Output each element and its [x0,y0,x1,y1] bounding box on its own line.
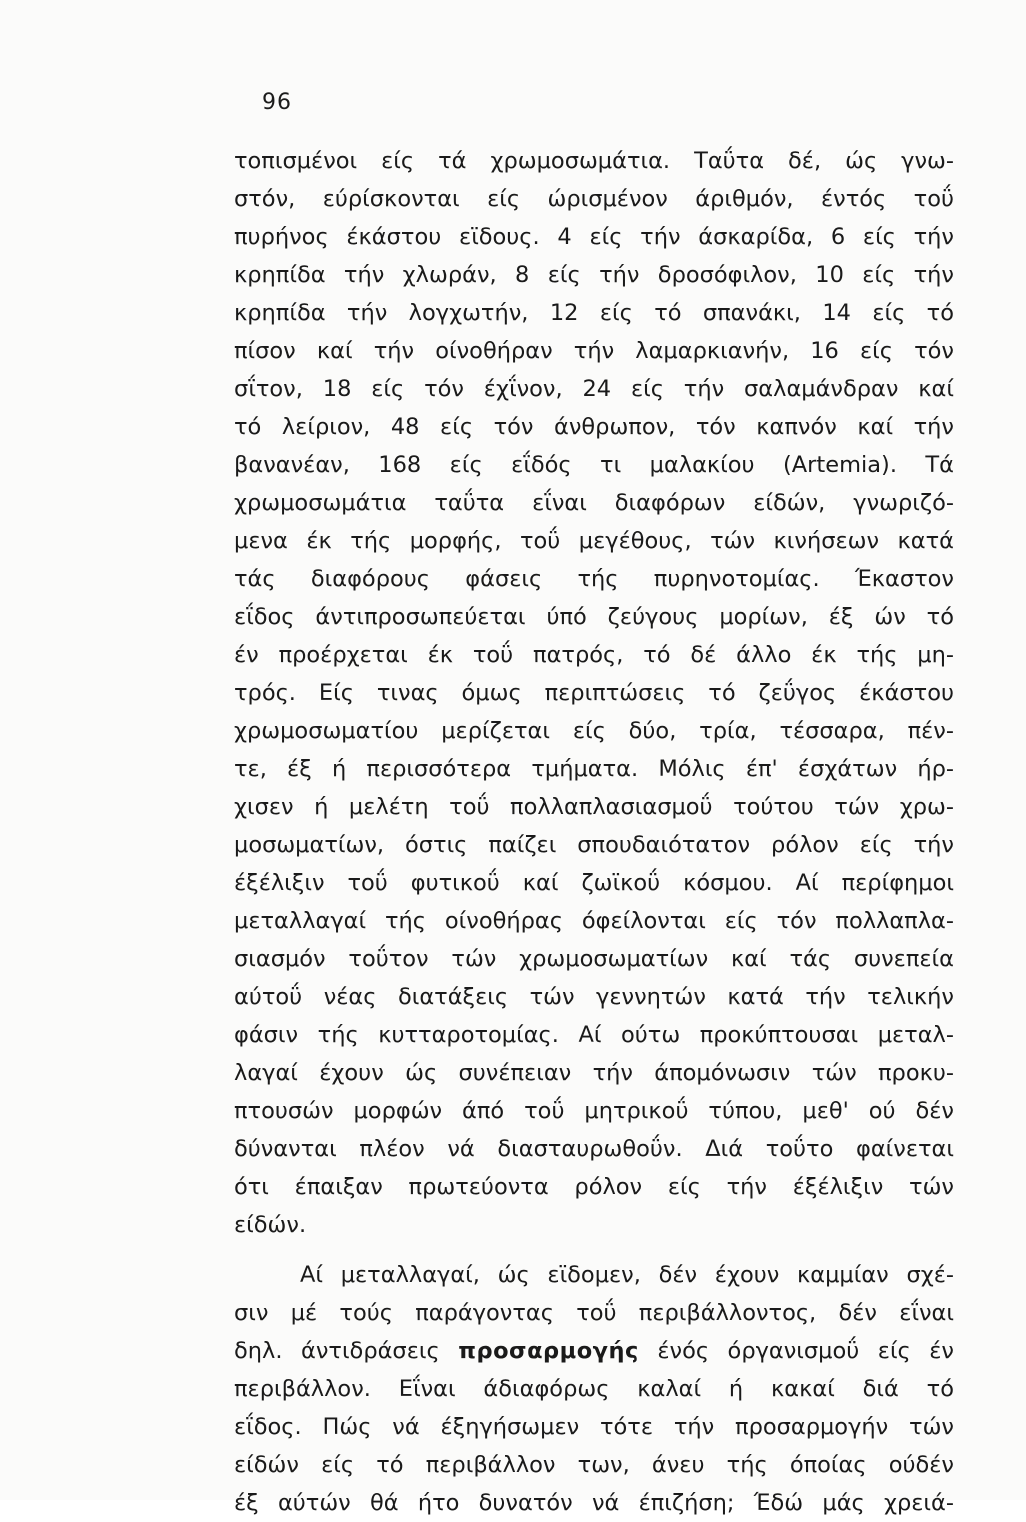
text-line: ότι έπαιξαν πρωτεύοντα ρόλον είς τήν έξέλιξιν τών [234,1174,954,1200]
text-line: πυρήνος έκάστου εϊδους. 4 είς τήν άσκαρίδα, 6 είς τήν [234,224,954,250]
text-line: εΐδος άντιπροσωπεύεται ύπό ζεύγους μορίων, έξ ών τό [234,604,954,630]
text-span: ένός όργανισμοΰ είς έν [638,1338,954,1364]
text-line: κρηπίδα τήν χλωράν, 8 είς τήν δροσόφιλον, 10 είς τήν [234,262,954,288]
text-line: εΐδος. Πώς νά έξηγήσωμεν τότε τήν προσαρμογήν τών [234,1414,954,1440]
text-line: φάσιν τής κυτταροτομίας. Αί ούτω προκύπτουσαι μεταλ- [234,1022,954,1048]
text-line: σΐτον, 18 είς τόν έχΐνον, 24 είς τήν σαλαμάνδραν καί [234,376,954,402]
text-line: τό λείριον, 48 είς τόν άνθρωπον, τόν καπνόν καί τήν [234,414,954,440]
text-line: περιβάλλον. Εΐναι άδιαφόρως καλαί ή κακαί διά τό [234,1376,954,1402]
text-line: Αί μεταλλαγαί, ώς εϊδομεν, δέν έχουν καμμίαν σχέ- [300,1262,954,1288]
text-line: χρωμοσωμάτια ταΰτα εΐναι διαφόρων είδών, γνωριζό- [234,490,954,516]
text-line: σιν μέ τούς παράγοντας τοΰ περιβάλλοντος, δέν εΐναι [234,1300,954,1326]
text-line: έξέλιξιν τοΰ φυτικοΰ καί ζωϊκοΰ κόσμου. Αί περίφημοι [234,870,954,896]
text-line: μεταλλαγαί τής οίνοθήρας όφείλονται είς τόν πολλαπλα- [234,908,954,934]
text-line: λαγαί έχουν ώς συνέπειαν τήν άπομόνωσιν τών προκυ- [234,1060,954,1086]
emphasized-term: προσαρμογής [458,1338,639,1364]
text-line [234,1332,954,1370]
text-line: είδών. [234,1212,307,1238]
text-line: πίσον καί τήν οίνοθήραν τήν λαμαρκιανήν, 16 είς τόν [234,338,954,364]
text-line: μοσωματίων, όστις παίζει σπουδαιότατον ρόλον είς τήν [234,832,954,858]
page-number: 96 [262,90,292,115]
paragraph-1 [234,142,954,1244]
text-span: δηλ. άντιδράσεις [234,1338,459,1364]
text-line: μενα έκ τής μορφής, τοΰ μεγέθους, τών κινήσεων κατά [234,528,954,554]
text-line: κρηπίδα τήν λογχωτήν, 12 είς τό σπανάκι, 14 είς τό [234,300,954,326]
text-line: χρωμοσωματίου μερίζεται είς δύο, τρία, τέσσαρα, πέν- [234,718,954,744]
text-line: τρός. Είς τινας όμως περιπτώσεις τό ζεΰγος έκάστου [234,680,954,706]
text-line: σιασμόν τοΰτον τών χρωμοσωματίων καί τάς συνεπεία [234,946,954,972]
text-line: αύτοΰ νέας διατάξεις τών γεννητών κατά τήν τελικήν [234,984,954,1010]
paragraph-2 [234,1256,954,1522]
text-line: βανανέαν, 168 είς εΐδός τι μαλακίου (Artemia). Τά [234,452,954,478]
text-line: στόν, εύρίσκονται είς ώρισμένον άριθμόν, έντός τοΰ [234,186,954,212]
text-line: τάς διαφόρους φάσεις τής πυρηνοτομίας. Έκαστον [234,566,954,592]
text-line: τε, έξ ή περισσότερα τμήματα. Μόλις έπ' έσχάτων ήρ- [234,756,954,782]
body-text [234,142,954,1522]
text-line: είδών είς τό περιβάλλον των, άνευ τής όποίας ούδέν [234,1452,954,1478]
text-line: δύνανται πλέον νά διασταυρωθοΰν. Διά τοΰτο φαίνεται [234,1136,954,1162]
text-line: πτουσών μορφών άπό τοΰ μητρικοΰ τύπου, μεθ' ού δέν [234,1098,954,1124]
text-line: έξ αύτών θά ήτο δυνατόν νά έπιζήση; Έδώ μάς χρειά- [234,1490,954,1516]
text-line: χισεν ή μελέτη τοΰ πολλαπλασιασμοΰ τούτου τών χρω- [234,794,954,820]
text-line: τοπισμένοι είς τά χρωμοσωμάτια. Ταΰτα δέ, ώς γνω- [234,148,954,174]
text-line: έν προέρχεται έκ τοΰ πατρός, τό δέ άλλο έκ τής μη- [234,642,954,668]
